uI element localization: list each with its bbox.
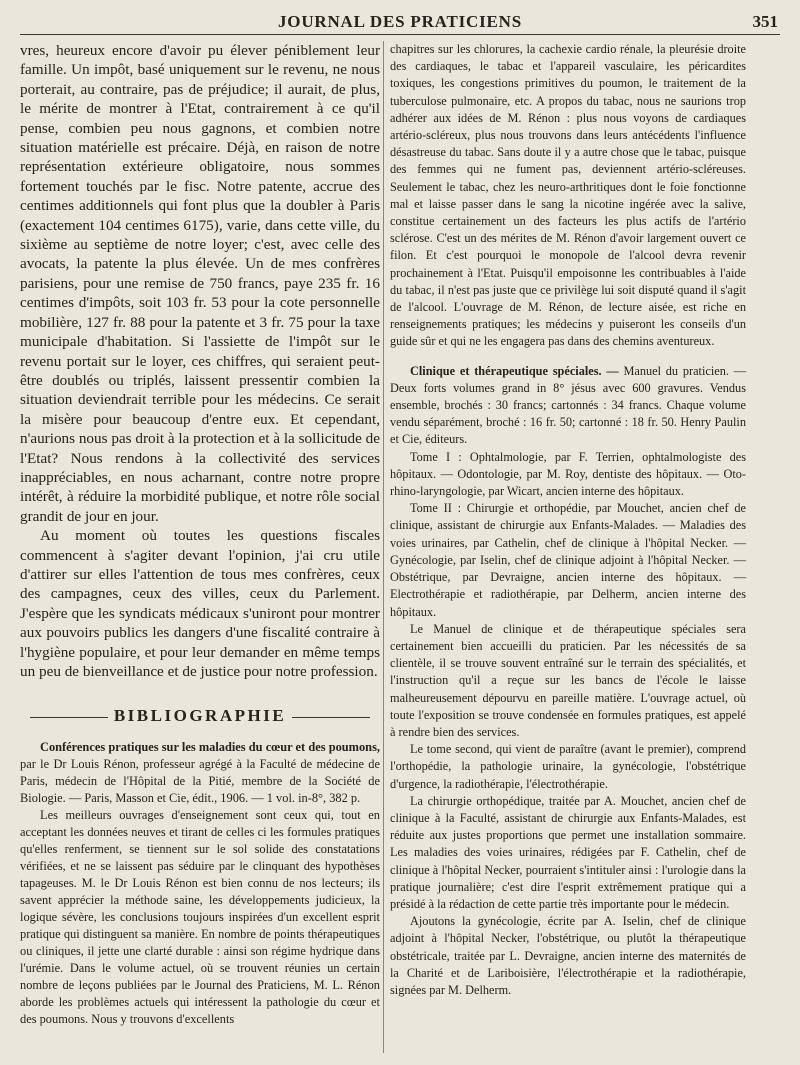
right-paragraph-4: La chirurgie orthopédique, traitée par A. Mouchet, ancien chef de clinique à la Faculté, assistant de chirurgie aux Enfants-Malades, est réduite aux justes proportions que permet une installation sommaire. Les maladies des voies urinaires, rédigées par F. Cathelin, chef de clinique à l'hôpital Necker, pourraient s'intituler ainsi : l'urologie dans la pratique journalière; c'est dire l'esprit extrêmement pratique qui a présidé à la rédaction de cette partie très importante pour le médecin.	[390, 793, 746, 911]
heading-rule-right	[292, 717, 370, 718]
running-header	[20, 8, 780, 35]
tome-2: Tome II : Chirurgie et orthopédie, par Mouchet, ancien chef de clinique, assistant de chirurgie aux Enfants-Malades. — Maladies des voies urinaires, par Cathelin, chef de clinique à l'hôpital Necker. — Gynécologie, par Iselin, chef de clinique adjoint à l'hôpital Necker. — Obstétrique, par Devraigne, ancien interne des hôpitaux. — Electrothérapie et radiothérapie, par Delherm, ancien interne des hôpitaux.	[390, 501, 746, 619]
entry2-title: Clinique et thérapeutique spéciales. —	[410, 363, 619, 378]
right-column	[390, 41, 746, 999]
left-paragraph-1: vres, heureux encore d'avoir pu élever péniblement leur famille. Un impôt, basé uniquement sur le revenu, ne nous porterait, au contraire, pas de préjudice; il aurait, de plus, le mérite de montrer à l'Etat, contrairement à ce qu'il pense, combien peu nous gagnons, et combien notre situation matérielle est précaire. Déjà, en raison de notre représentation extérieure obligatoire, nous sommes fortement touchés par le fisc. Notre patente, accrue des centimes additionnels qui font plus que la doubler à Paris (exactement 104 centimes 6175), varie, dans cette ville, du sixième au septième de notre loyer; c'est, avec celle des avocats, la patente la plus élevée. Un de mes confrères parisiens, pour une remise de 750 francs, paye 235 fr. 16 centimes d'impôts, soit 103 fr. 53 pour la cote personnelle mobilière, 127 fr. 88 pour la patente et 3 fr. 75 pour la taxe municipale d'habitation. Si l'assiette de l'impôt sur le revenu portait sur le loyer, ces chiffres, qui seraient peut-être doublés ou triplés, laissent pressentir combien la situation deviendrait terrible pour les médecins. Ce serait la misère pour beaucoup d'entre eux. Et cependant, n'aurions nous pas droit à la protection et à la sollicitude de l'Etat? Nous rendons à la collectivité des services inappréciables, en nous acharnant, contre notre propre intérêt, à réduire la morbidité publique, et notre rôle social grandit de jour en jour.	[20, 42, 380, 525]
entry-title: Conférences pratiques sur les maladies du cœur et des poumons,	[40, 740, 380, 755]
right-paragraph-5: Ajoutons la gynécologie, écrite par A. Iselin, chef de clinique adjoint à l'hôpital Necker, l'obstétrique, ou plutôt la thérapeutique obstétricale, traitée par L. Devraigne, ancien interne des maternités de la Charité et de Lariboisière, l'électrothérapie et la radiothérapie, signées par M. Delherm.	[390, 914, 746, 997]
right-paragraph-1: chapitres sur les chlorures, la cachexie cardio rénale, la pleurésie droite des cardiaques, le tabac et l'appareil vasculaire, les péricardites toxiques, les congestions primitives du poumon, le traitement de la tuberculose pulmonaire, etc. A propos du tabac, nous ne saurions trop adhérer aux idées de M. Rénon : plus nous voyons de cardiaques artério-scléreux, plus nous trouvons dans leurs antécédents l'influence désastreuse du tabac. Sans doute il y a autre chose que le tabac, puisque des femmes qui ne fument pas, deviennent artério-scléreuses. Seulement le tabac, chez les neuro-arthritiques dont le foie fonctionne mal et laisse passer dans le sang la nicotine ingérée avec la salive, constitue certainement un des facteurs les plus actifs de l'artério sclérose. C'est un des mérites de M. Rénon d'avoir largement ouvert ce filon. Et c'est pourquoi le monopole de l'alcool devra revenir prochainement à l'Etat. Puisqu'il empoisonne les contribuables à l'aide du tabac, il n'est pas juste que ce privilège lui soit disputé quand il s'agit de l'alcool. L'ouvrage de M. Rénon, de lecture aisée, est riche en renseignements pratiques; les médecins y puiseront les conseils d'un guide sûr et qui ne les engagera pas dans des chemins aventureux.	[390, 42, 746, 349]
right-paragraph-2: Le Manuel de clinique et de thérapeutique spéciales sera certainement bien accueilli du praticien. Par les nécessités de sa clientèle, il se trouve souvent entraîné sur le terrain des spécialités, et l'instruction qu'il a reçue sur les bancs de l'école le laisse malheureusement dépourvu en pareille matière. L'ouvrage actuel, où toute l'exposition se trouve condensée en formules pratiques, est appelé à rendre bien des services.	[390, 621, 746, 739]
bibliography-entry-2	[390, 363, 746, 449]
heading-rule-left	[30, 717, 108, 718]
left-paragraph-2: Au moment où toutes les questions fiscales commencent à s'agiter devant l'opinion, j'ai cru utile d'attirer sur elles l'attention de tous mes confrères, ceux des campagnes, ceux des villes, ceux du Parlement. J'espère que les syndicats médicaux s'uniront pour montrer aux pouvoirs publics les dangers d'une fiscalité contraire à l'hygiène populaire, et pour leur demander en même temps un peu de bienveillance et de justice pour notre profession.	[20, 527, 380, 680]
bibliography-entry	[20, 739, 380, 807]
left-review-paragraph: Les meilleurs ouvrages d'enseignement sont ceux qui, tout en acceptant les données neuves et tirant de celles ci les formules pratiques qu'elles renferment, se tiennent sur le sol solide des constatations vérifiées, et ne se laissent pas séduire par le clinquant des hypothèses tapageuses. M. le Dr Louis Rénon est bien connu de nos lecteurs; ils savent apprécier la méthode saine, les développements judicieux, la logique sévère, les conclusions toujours inspirées d'un excellent esprit pratique qui distinguent sa manière. En nombre de points thérapeutiques ou cliniques, il jette une clarté durable : ainsi son régime hydrique dans l'urémie. Dans le volume actuel, où se trouvent réunies un certain nombre de leçons publiées par le Journal des Praticiens, M. L. Rénon aborde les problèmes actuels qui intéressent la pathologie du cœur et des poumons. Nous y trouvons d'excellents	[20, 808, 380, 1027]
journal-title: JOURNAL DES PRATICIENS	[278, 12, 522, 31]
right-paragraph-3: Le tome second, qui vient de paraître (avant le premier), comprend l'orthopédie, la pathologie urinaire, la gynécologie, l'obstétrique d'urgence, la radiothérapie, l'électrothérapie.	[390, 742, 746, 791]
entry-byline: par le Dr Louis Rénon, professeur agrégé à la Faculté de médecine de Paris, médecin de l'Hôpital de la Pitié, membre de la Société de Biologie. — Paris, Masson et Cie, édit., 1906. — 1 vol. in-8°, 382 p.	[20, 757, 380, 806]
entry2-details: Manuel du praticien. — Deux forts volumes grand in 8° jésus avec 600 gravures. Vendus ensemble, brochés : 30 francs; cartonnés : 34 francs. Chaque volume vendu séparément, broché : 16 fr. 50; cartonné : 18 fr. 50. Henry Paulin et Cie, éditeurs.	[390, 363, 747, 447]
left-column	[20, 41, 380, 1028]
column-divider	[383, 41, 384, 1053]
section-heading-text: BIBLIOGRAPHIE	[113, 706, 287, 726]
section-heading	[20, 707, 380, 725]
tome-1: Tome I : Ophtalmologie, par F. Terrien, ophtalmologiste des hôpitaux. — Odontologie, par M. Roy, dentiste des hôpitaux. — Oto-rhino-laryngologie, par Wicart, ancien interne des hôpitaux.	[390, 449, 746, 499]
page-number: 351	[752, 12, 778, 31]
